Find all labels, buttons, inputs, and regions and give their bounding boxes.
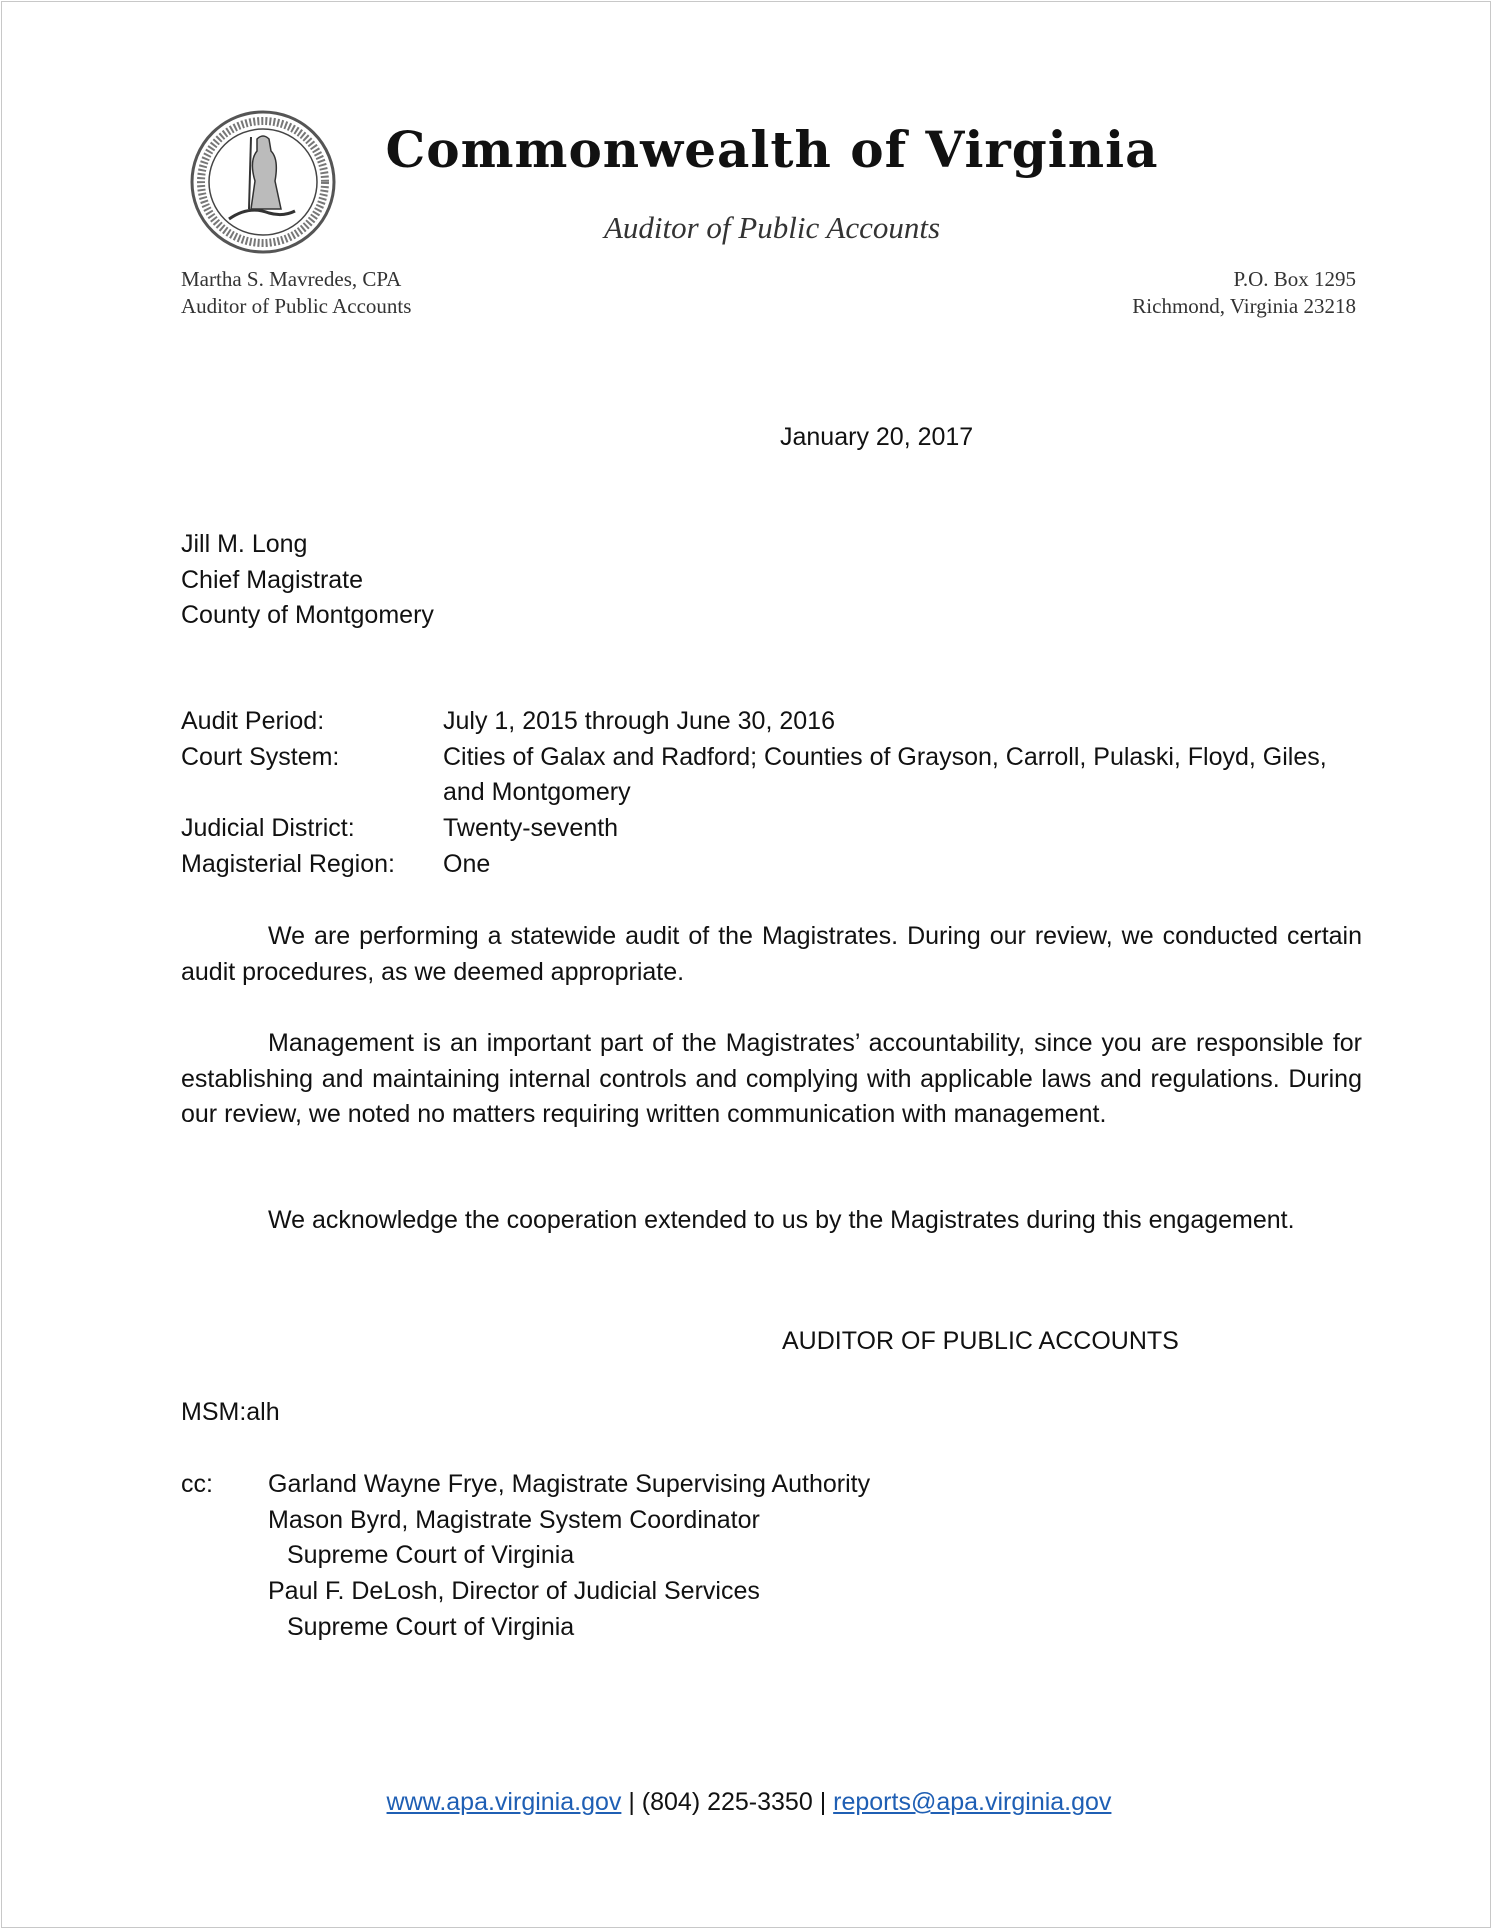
recipient-line: Jill M. Long <box>181 530 308 558</box>
cc-recipient-org: Supreme Court of Virginia <box>287 1612 575 1641</box>
cc-row <box>181 1503 870 1539</box>
letterhead-subtitle: Auditor of Public Accounts <box>603 210 941 245</box>
separator: | <box>812 1788 834 1816</box>
signature-line: AUDITOR OF PUBLIC ACCOUNTS <box>782 1327 1179 1355</box>
recipient-line: Chief Magistrate <box>181 565 364 594</box>
footer <box>2 1785 1494 1821</box>
audit-row <box>181 847 1362 883</box>
audit-value: Cities of Galax and Radford; Counties of Grayson, Carroll, Pulaski, Floyd, Giles, and Montgomery <box>443 742 1327 807</box>
audit-row <box>181 704 1362 740</box>
address-line: P.O. Box 1295 <box>1233 267 1356 291</box>
cc-recipient: Mason Byrd, Magistrate System Coordinator <box>268 1505 760 1534</box>
email-link[interactable]: reports@apa.virginia.gov <box>833 1788 1112 1816</box>
cc-label: cc: <box>181 1470 213 1498</box>
phone-number: (804) 225-3350 <box>641 1788 813 1816</box>
letterhead-title: Commonwealth of Virginia <box>385 120 1159 179</box>
audit-label: Judicial District: <box>181 814 355 843</box>
paragraph-text: We acknowledge the cooperation extended to us by the Magistrates during this engagement. <box>268 1206 1295 1234</box>
cc-row <box>181 1574 870 1610</box>
letter-page <box>1 1 1491 1928</box>
address-block <box>1132 266 1356 320</box>
paragraph <box>181 1203 1362 1239</box>
cc-recipient: Paul F. DeLosh, Director of Judicial Services <box>268 1577 760 1606</box>
separator: | <box>621 1788 642 1816</box>
recipient-line: County of Montgomery <box>181 601 434 630</box>
cc-list <box>181 1467 870 1646</box>
audit-value: Twenty-seventh <box>443 814 619 843</box>
recipient-block <box>181 527 434 634</box>
cc-recipient-org: Supreme Court of Virginia <box>287 1541 575 1570</box>
audit-row <box>181 811 1362 847</box>
sender-title: Auditor of Public Accounts <box>181 294 412 318</box>
letter-date: January 20, 2017 <box>780 423 974 451</box>
paragraph <box>181 1026 1362 1133</box>
paragraph-text: Management is an important part of the Magistrates’ accountability, since you are responsible for establishing and maintaining internal controls and complying with applicable laws and regulations. During our review, we noted no matters requiring written communication with management. <box>181 1029 1362 1129</box>
website-link[interactable]: www.apa.virginia.gov <box>386 1788 622 1816</box>
address-line: Richmond, Virginia 23218 <box>1132 294 1356 318</box>
cc-row <box>181 1610 870 1646</box>
sender-name: Martha S. Mavredes, CPA <box>181 267 402 291</box>
cc-row <box>181 1538 870 1574</box>
paragraph <box>181 919 1362 990</box>
audit-value: One <box>443 849 491 878</box>
paragraph-text: We are performing a statewide audit of the Magistrates. During our review, we conducted certain audit procedures, as we deemed appropriate. <box>181 922 1362 986</box>
audit-label: Magisterial Region: <box>181 849 395 878</box>
audit-value: July 1, 2015 through June 30, 2016 <box>443 707 835 735</box>
audit-info <box>181 704 1362 883</box>
audit-row <box>181 740 1362 811</box>
initials: MSM:alh <box>181 1398 280 1426</box>
audit-label: Audit Period: <box>181 707 325 735</box>
cc-recipient: Garland Wayne Frye, Magistrate Supervising Authority <box>268 1470 871 1498</box>
cc-row <box>181 1467 870 1503</box>
audit-label: Court System: <box>181 742 340 771</box>
sender-block <box>181 266 411 320</box>
